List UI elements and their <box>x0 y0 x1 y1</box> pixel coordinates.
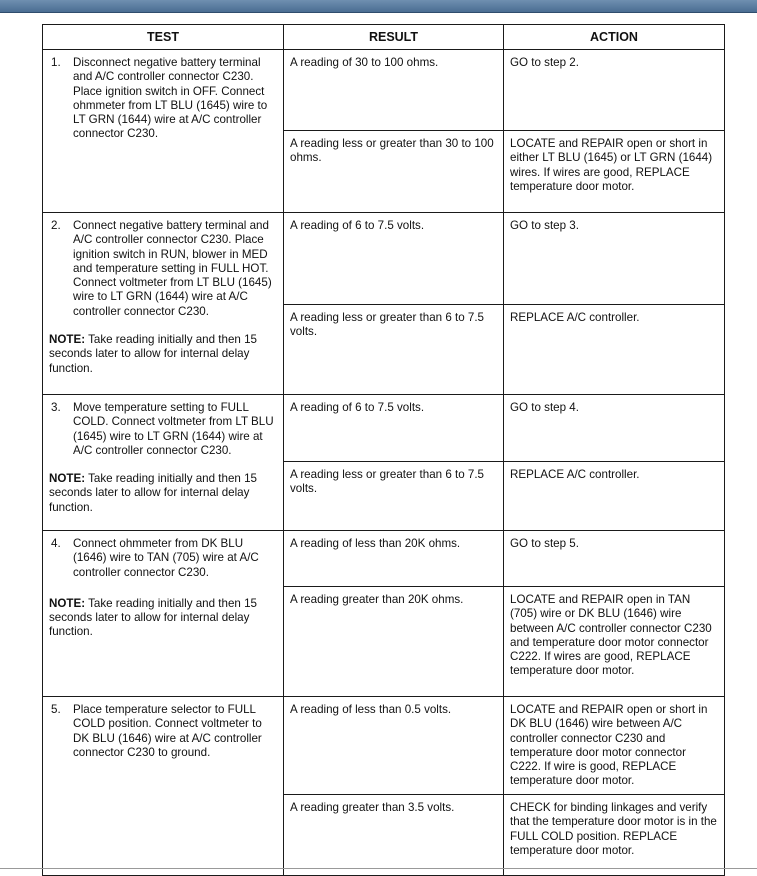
step-text: Disconnect negative battery terminal and A/C controller connector C230. Place ignition switch in OFF. Connect ohmmeter from LT BLU (1645) wire to LT GRN (1644) wire at A/C controller connector C230. <box>73 56 268 141</box>
action-cell: GO to step 4. <box>504 395 725 462</box>
test-cell-step-2 <box>43 213 284 395</box>
table-row <box>43 395 725 462</box>
result-cell: A reading of less than 0.5 volts. <box>284 697 504 795</box>
test-cell-step-1 <box>43 50 284 213</box>
result-cell: A reading greater than 20K ohms. <box>284 587 504 697</box>
action-cell: CHECK for binding linkages and verify that the temperature door motor is in the FULL COLD position. REPLACE temperature door motor. <box>504 795 725 876</box>
diagnostic-table <box>42 24 725 876</box>
test-cell-step-4 <box>43 531 284 697</box>
note-text: Take reading initially and then 15 seconds later to allow for internal delay function. <box>49 333 257 375</box>
header-result: RESULT <box>284 25 504 50</box>
table-row <box>43 697 725 795</box>
note-text: Take reading initially and then 15 seconds later to allow for internal delay function. <box>49 472 257 514</box>
result-cell: A reading of 6 to 7.5 volts. <box>284 395 504 462</box>
note <box>49 333 277 376</box>
note <box>49 472 277 515</box>
step-number: 3. <box>51 401 61 414</box>
step-text: Place temperature selector to FULL COLD position. Connect voltmeter to DK BLU (1646) wire at A/C controller connector C230 to ground. <box>73 703 262 759</box>
header-action: ACTION <box>504 25 725 50</box>
result-cell: A reading less or greater than 30 to 100 ohms. <box>284 131 504 213</box>
step-number: 4. <box>51 537 61 550</box>
note <box>49 597 277 640</box>
result-cell: A reading of less than 20K ohms. <box>284 531 504 587</box>
table-row <box>43 50 725 131</box>
action-cell: REPLACE A/C controller. <box>504 305 725 395</box>
table-row <box>43 213 725 305</box>
step-text: Connect ohmmeter from DK BLU (1646) wire to TAN (705) wire at A/C controller connector C230. <box>73 537 259 579</box>
step-number: 1. <box>51 56 61 69</box>
note-text: Take reading initially and then 15 seconds later to allow for internal delay function. <box>49 596 257 639</box>
result-cell: A reading of 30 to 100 ohms. <box>284 50 504 131</box>
table-row <box>43 531 725 587</box>
note-label: NOTE: <box>49 596 86 610</box>
result-cell: A reading of 6 to 7.5 volts. <box>284 213 504 305</box>
step-number: 5. <box>51 703 61 716</box>
step-number: 2. <box>51 219 61 232</box>
action-cell: LOCATE and REPAIR open or short in either LT BLU (1645) or LT GRN (1644) wires. If wires are good, REPLACE temperature door motor. <box>504 131 725 213</box>
action-cell: GO to step 2. <box>504 50 725 131</box>
step-text: Move temperature setting to FULL COLD. Connect voltmeter from LT BLU (1645) wire to LT GRN (1644) wire at A/C controller connector C230. <box>73 401 274 457</box>
header-test: TEST <box>43 25 284 50</box>
note-label: NOTE: <box>49 472 86 486</box>
test-cell-step-3 <box>43 395 284 531</box>
action-cell: LOCATE and REPAIR open in TAN (705) wire or DK BLU (1646) wire between A/C controller connector C230 and temperature door motor connector C222. If wires are good, REPLACE temperature door motor. <box>504 587 725 697</box>
result-cell: A reading less or greater than 6 to 7.5 volts. <box>284 305 504 395</box>
bottom-divider <box>0 868 757 869</box>
action-cell: GO to step 3. <box>504 213 725 305</box>
note-label: NOTE: <box>49 333 86 347</box>
step-text: Connect negative battery terminal and A/C controller connector C230. Place ignition switch in RUN, blower in MED and temperature setting in FULL HOT. Connect voltmeter from LT BLU (1645) wire to LT GRN (1644) wire at A/C controller connector C230. <box>73 219 272 318</box>
result-cell: A reading less or greater than 6 to 7.5 volts. <box>284 462 504 531</box>
header-row <box>43 25 725 50</box>
action-cell: LOCATE and REPAIR open or short in DK BLU (1646) wire between A/C controller connector C230 and temperature door motor connector C222. If wire is good, REPLACE temperature door motor. <box>504 697 725 795</box>
action-cell: REPLACE A/C controller. <box>504 462 725 531</box>
result-cell: A reading greater than 3.5 volts. <box>284 795 504 876</box>
action-cell: GO to step 5. <box>504 531 725 587</box>
test-cell-step-5 <box>43 697 284 876</box>
top-header-bar <box>0 0 757 13</box>
